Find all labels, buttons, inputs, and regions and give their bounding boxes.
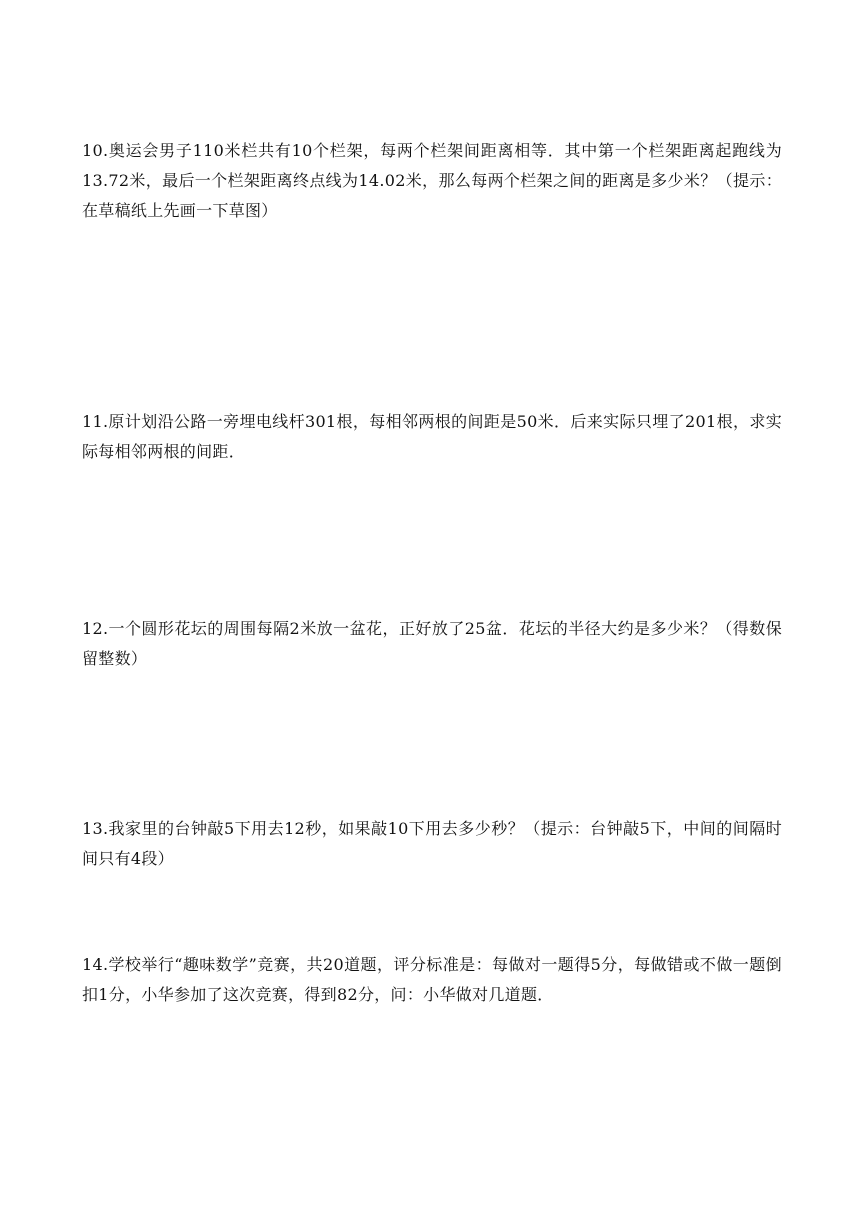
problem-number: 14. [82,955,109,974]
problem-12 [82,614,782,674]
problem-10 [82,136,782,226]
problem-text: 奥运会男子110米栏共有10个栏架，每两个栏架间距离相等．其中第一个栏架距离起跑线为13.72米，最后一个栏架距离终点线为14.02米，那么每两个栏架之间的距离是多少米？（提示：在草稿纸上先画一下草图） [82,141,782,220]
problem-text: 我家里的台钟敲5下用去12秒，如果敲10下用去多少秒？（提示：台钟敲5下，中间的间隔时间只有4段） [82,819,782,868]
problem-13 [82,814,782,874]
problem-11 [82,407,782,467]
problem-text: 原计划沿公路一旁埋电线杆301根，每相邻两根的间距是50米．后来实际只埋了201根，求实际每相邻两根的间距． [82,412,782,461]
problem-14 [82,950,782,1010]
problem-number: 12. [82,619,109,638]
problem-number: 11. [82,412,109,431]
problem-text: 一个圆形花坛的周围每隔2米放一盆花，正好放了25盆．花坛的半径大约是多少米？（得数保留整数） [82,619,782,668]
problem-number: 13. [82,819,109,838]
problem-number: 10. [82,141,109,160]
problem-text: 学校举行“趣味数学”竞赛，共20道题，评分标准是：每做对一题得5分，每做错或不做一题倒扣1分，小华参加了这次竞赛，得到82分，问：小华做对几道题． [82,955,782,1004]
